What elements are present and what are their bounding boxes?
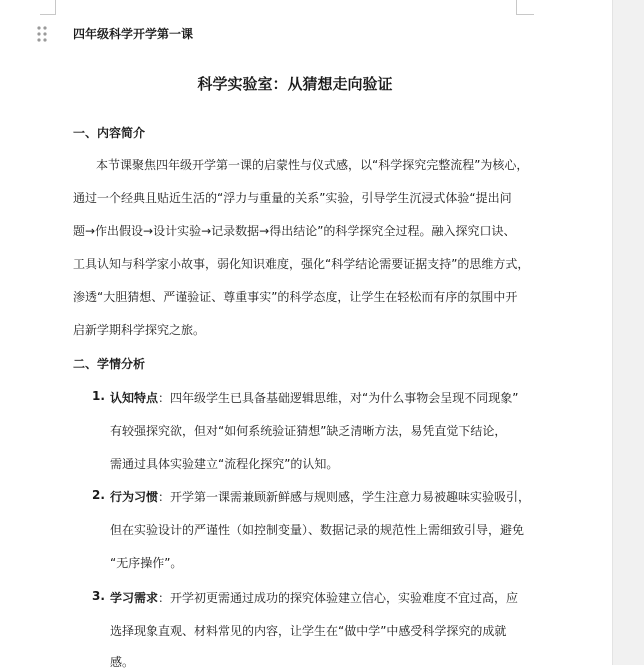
page-corner-mark	[516, 14, 534, 15]
document-header-title: 四年级科学开学第一课	[73, 27, 194, 41]
intro-line: 本节课聚焦四年级开学第一课的启蒙性与仪式感，以“科学探究完整流程”为核心，	[96, 158, 529, 172]
page-corner-mark	[55, 0, 56, 14]
list-item-first-line	[110, 488, 530, 505]
list-item-label: 认知特点	[110, 391, 159, 405]
list-item-text: ：开学第一课需兼顾新鲜感与规则感，学生注意力易被趣味实验吸引，	[158, 490, 531, 504]
list-number: 3.	[92, 589, 105, 603]
list-item-label: 学习需求	[110, 591, 159, 605]
intro-line: 工具认知与科学家小故事，弱化知识难度，强化“科学结论需要证据支持”的思维方式，	[73, 257, 530, 271]
list-number: 1.	[92, 389, 105, 403]
list-number: 2.	[92, 488, 105, 502]
page-corner-mark	[516, 0, 517, 14]
list-item-first-line	[110, 389, 518, 406]
list-item-line: 感。	[110, 655, 135, 669]
list-item-line: 有较强探究欲，但对“如何系统验证猜想”缺乏清晰方法，易凭直觉下结论，	[110, 424, 507, 438]
page-corner-mark	[40, 14, 56, 15]
list-item-label: 行为习惯	[110, 490, 159, 504]
list-item-text: ：四年级学生已具备基础逻辑思维，对“为什么事物会呈现不同现象”	[158, 391, 519, 405]
section-heading-intro: 一、内容简介	[73, 126, 146, 140]
intro-line: 渗透“大胆猜想、严谨验证、尊重事实”的科学态度，让学生在轻松而有序的氛围中开	[73, 290, 518, 304]
section-heading-analysis: 二、学情分析	[73, 357, 146, 371]
list-item-line: 需通过具体实验建立“流程化探究”的认知。	[110, 457, 339, 471]
list-item-line: “无序操作”。	[110, 556, 183, 570]
right-scroll-gutter[interactable]	[612, 0, 644, 665]
main-title: 科学实验室：从猜想走向验证	[197, 75, 393, 93]
list-item-line: 但在实验设计的严谨性（如控制变量）、数据记录的规范性上需细致引导，避免	[110, 523, 525, 537]
intro-line: 启新学期科学探究之旅。	[73, 323, 206, 337]
list-item-first-line	[110, 589, 518, 606]
intro-line: 通过一个经典且贴近生活的“浮力与重量的关系”实验，引导学生沉浸式体验“提出问	[73, 191, 512, 205]
list-item-text: ：开学初更需通过成功的探究体验建立信心，实验难度不宜过高，应	[158, 591, 519, 605]
intro-line: 题→作出假设→设计实验→记录数据→得出结论”的科学探究全过程。融入探究口诀、	[73, 224, 516, 238]
drag-handle-icon[interactable]	[36, 25, 48, 43]
list-item-line: 选择现象直观、材料常见的内容，让学生在“做中学”中感受科学探究的成就	[110, 624, 507, 638]
